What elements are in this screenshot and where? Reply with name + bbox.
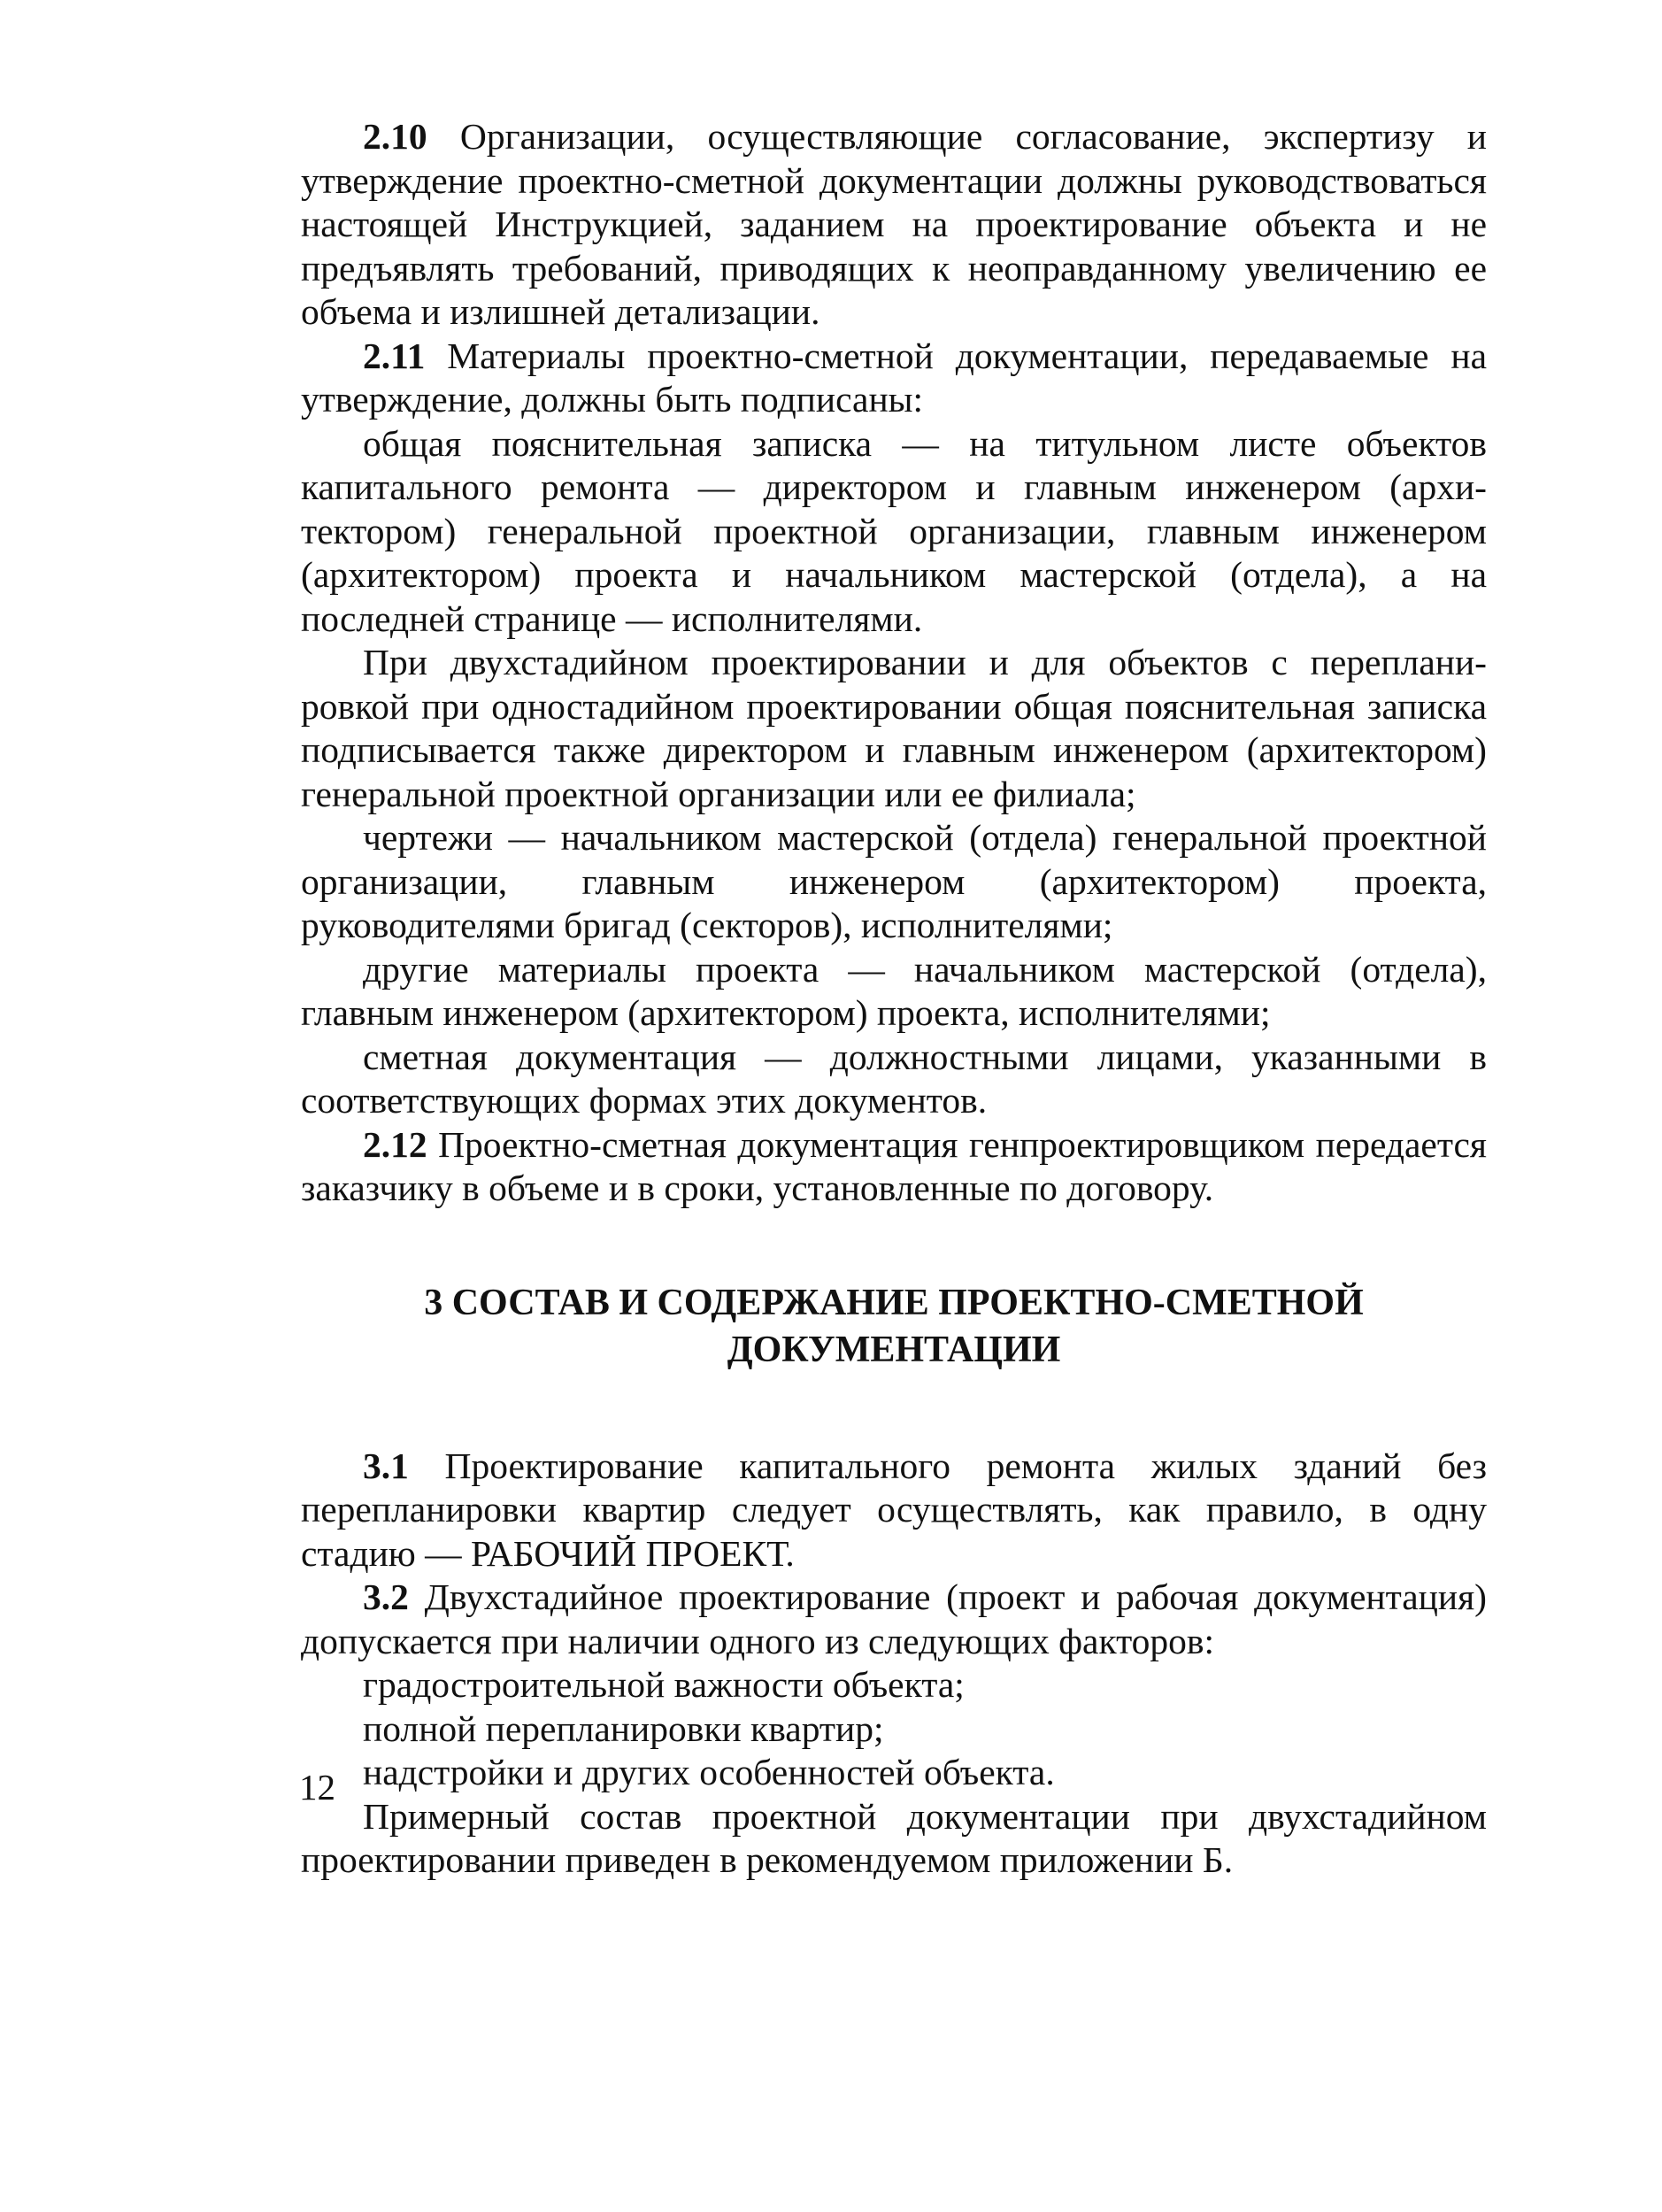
paragraph-text: Проектирование капитального ремонта жилых зданий без перепланировки квартир следует осуществлять, как правило, в одну стадию — РАБОЧИЙ ПРОЕКТ.: [301, 1445, 1487, 1574]
section-heading-line: 3 СОСТАВ И СОДЕРЖАНИЕ ПРОЕКТНО-СМЕТНОЙ: [424, 1282, 1364, 1323]
paragraph-text: При двухстадийном проектировании и для объектов с перепланировкой при одностадийном проектировании общая пояснительная записка подписывается также директором и главным инженером (архитектором) генеральной проектной организации или ее филиала;: [301, 642, 1487, 814]
paragraph-text: градостроительной важности объекта;: [363, 1664, 965, 1705]
clause-number: 2.12: [363, 1123, 427, 1165]
paragraph-other-materials: [301, 948, 1487, 1036]
paragraph-appendix-ref: [301, 1795, 1487, 1883]
paragraph-text: Материалы проектно-сметной документации, передаваемые на утверждение, должны быть подписаны:: [301, 335, 1487, 420]
paragraph-estimate-docs: [301, 1036, 1487, 1123]
paragraph-text: общая пояснительная записка — на титульном листе объектов капитального ремонта — директором и главным инженером (архитектором) генеральной проектной организации, главным инженером (архитектором) проекта и начальником мастерской (отдела), а на последней странице — исполнителями.: [301, 422, 1487, 639]
paragraph-text: Организации, осуществляющие согласование, экспертизу и утверждение проектно-сметной документации должны руководствоваться настоящей Инструкцией, заданием на проектирование объекта и не предъявлять требований, приводящих к неоправданному увеличению ее объема и излишней детализации.: [301, 116, 1487, 332]
paragraph-text: полной перепланировки квартир;: [363, 1707, 884, 1749]
clause-number: 3.2: [363, 1576, 409, 1617]
paragraph-two-stage: [301, 641, 1487, 816]
list-item: [301, 1707, 1487, 1752]
clause-number: 2.10: [363, 116, 427, 157]
list-item: [301, 1751, 1487, 1795]
paragraph-explanatory-note: [301, 422, 1487, 642]
list-item: [301, 1663, 1487, 1707]
paragraph-2-10: [301, 115, 1487, 335]
paragraph-3-2: [301, 1576, 1487, 1663]
paragraph-text: Примерный состав проектной документации при двухстадийном проектировании приведен в рекомендуемом приложении Б.: [301, 1795, 1487, 1880]
paragraph-2-11: [301, 335, 1487, 422]
paragraph-drawings: [301, 816, 1487, 948]
paragraph-text: надстройки и других особенностей объекта.: [363, 1752, 1055, 1792]
paragraph-text: чертежи — начальником мастерской (отдела) генеральной проектной организации, главным инженером (архитектором) проекта, руководителями бригад (секторов), исполнителями;: [301, 817, 1487, 945]
paragraph-text: Проектно-сметная документация генпроектировщиком передается заказчику в объеме и в сроки, установленные по договору.: [301, 1123, 1487, 1208]
paragraph-2-12: [301, 1123, 1487, 1211]
paragraph-text: Двухстадийное проектирование (проект и рабочая документация) допускается при наличии одного из следующих факторов:: [301, 1576, 1487, 1661]
section-heading: [301, 1280, 1487, 1374]
clause-number: 3.1: [363, 1445, 409, 1486]
paragraph-text: другие материалы проекта — начальником мастерской (отдела), главным инженером (архитектором) проекта, исполнителями;: [301, 948, 1487, 1033]
clause-number: 2.11: [363, 335, 426, 376]
page-number: 12: [299, 1767, 335, 1807]
page-body: [301, 115, 1487, 1883]
paragraph-text: сметная документация — должностными лицами, указанными в соответствующих формах этих документов.: [301, 1036, 1487, 1121]
paragraph-3-1: [301, 1445, 1487, 1576]
section-heading-line: ДОКУМЕНТАЦИИ: [727, 1329, 1061, 1370]
